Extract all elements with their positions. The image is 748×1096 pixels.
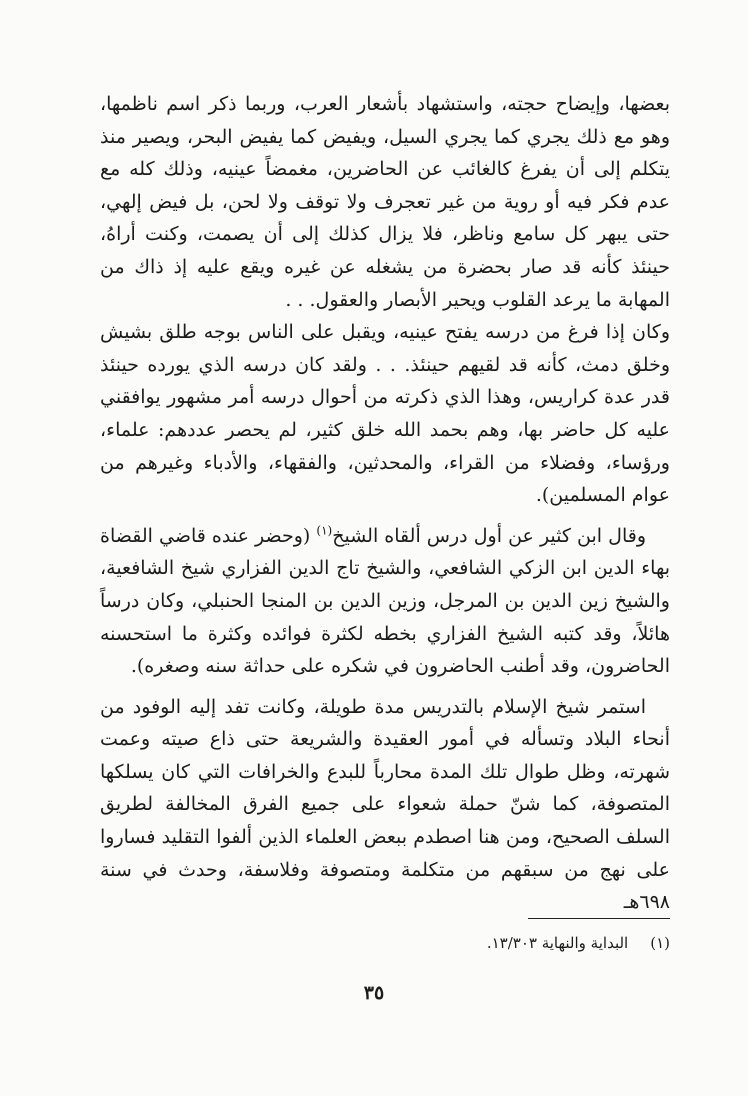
- paragraph-3: [100, 520, 670, 683]
- footnote-number: (١): [650, 934, 670, 952]
- paragraph-2-text: وكان إذا فرغ من درسه يفتح عينيه، ويقبل على الناس بوجه طلق بشيش وخلق دمث، كأنه قد لقيهم حينئذ. . . ولقد كان درسه الذي يورده حينئذ قدر عدة كراريس، وهذا الذي ذكرته من أحوال درسه أمر مشهور يوافقني عليه كل حاضر بها، وهم بحمد الله خلق كثير، لم يحصر عددهم: علماء، ورؤساء، وفضلاء من القراء، والمحدثين، والفقهاء، والأدباء وغيرهم من عوام المسلمين).: [100, 321, 670, 507]
- footnote: [300, 932, 670, 954]
- main-text: [100, 88, 670, 919]
- footnote-text: البداية والنهاية ١٣/٣٠٣.: [486, 934, 629, 952]
- paragraph-4: [100, 691, 670, 919]
- paragraph-1: [100, 88, 670, 316]
- paragraph-4-text: استمر شيخ الإسلام بالتدريس مدة طويلة، وكانت تفد إليه الوفود من أنحاء البلاد وتسأله في أمور العقيدة والشريعة حتى ذاع صيته وعمت شهرته، وظل طوال تلك المدة محارباً للبدع والخرافات التي كان يسلكها المتصوفة، كما شنّ حملة شعواء على جميع الفرق المخالفة لطريق السلف الصحيح، ومن هنا اصطدم ببعض العلماء الذين ألفوا التقليد فساروا على نهج من سبقهم من متكلمة ومتصوفة وفلاسفة، وحدث في سنة ٦٩٨هـ: [100, 695, 670, 914]
- paragraph-3-text-end: (وحضر عنده قاضي القضاة بهاء الدين ابن الزكي الشافعي، والشيخ تاج الدين الفزاري شيخ الشافعية، والشيخ زين الدين بن المرجل، وزين الدين بن المنجا الحنبلي، وكان درساً هائلاً، وقد كتبه الشيخ الفزاري بخطه لكثرة فوائده وكثرة ما استحسنه الحاضرون، وقد أطنب الحاضرون في شكره على حداثة سنه وصغره).: [100, 524, 670, 678]
- paragraph-2: [100, 316, 670, 512]
- page-number: ٣٥: [363, 982, 385, 1004]
- paragraph-3-text-start: وقال ابن كثير عن أول درس ألقاه الشيخ: [332, 524, 646, 547]
- footnote-separator: [528, 918, 670, 919]
- paragraph-1-text: بعضها، وإيضاح حجته، واستشهاد بأشعار العرب، وربما ذكر اسم ناظمها، وهو مع ذلك يجري كما يجري السيل، ويفيض كما يفيض البحر، ويصير منذ يتكلم إلى أن يفرغ كالغائب عن الحاضرين، مغمضاً عينيه، وذلك كله مع عدم فكر فيه أو روية من غير تعجرف ولا توقف ولا لحن، بل فيض إلهي، حتى يبهر كل سامع وناظر، فلا يزال كذلك إلى أن يصمت، وكنت أراهُ، حينئذ كأنه قد صار بحضرة من يشغله عن غيره ويقع عليه إذ ذاك من المهابة ما يرعد القلوب ويحير الأبصار والعقول. . .: [100, 93, 670, 311]
- footnote-reference[interactable]: (١): [316, 523, 333, 538]
